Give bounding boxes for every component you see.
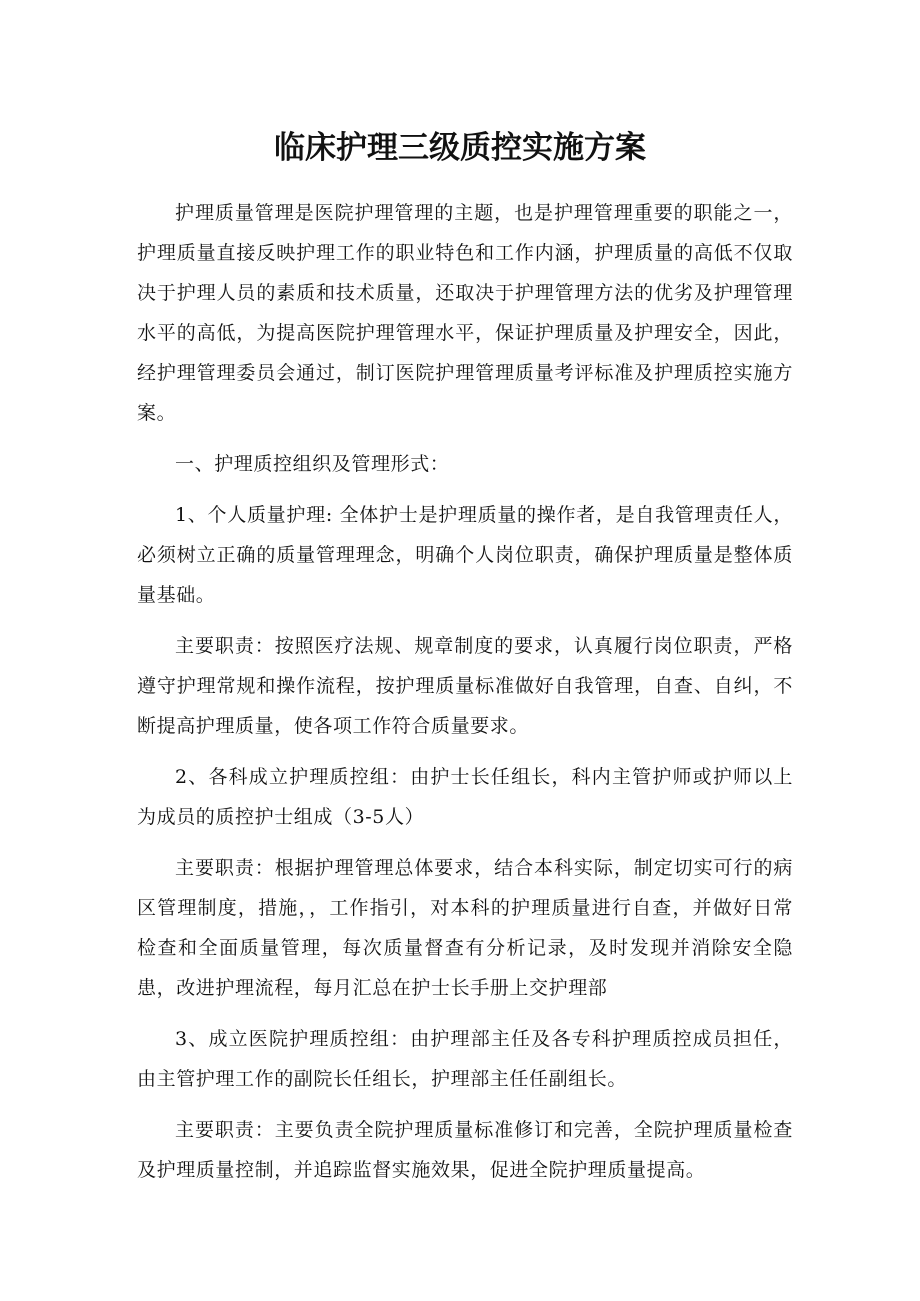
paragraph-individual-quality: 1、个人质量护理: 全体护士是护理质量的操作者，是自我管理责任人，必须树立正确的质量管理理念，明确个人岗位职责，确保护理质量是整体质量基础。 <box>137 504 793 606</box>
paragraph-hospital-duties: 主要职责：主要负责全院护理质量标准修订和完善，全院护理质量检查及护理质量控制，并追踪监督实施效果，促进全院护理质量提高。 <box>137 1119 793 1181</box>
paragraph-department-group: 2、各科成立护理质控组：由护士长任组长，科内主管护师或护师以上为成员的质控护士组成（3-5人） <box>137 766 793 828</box>
paragraph-individual-duties: 主要职责：按照医疗法规、规章制度的要求，认真履行岗位职责，严格遵守护理常规和操作流程，按护理质量标准做好自我管理，自查、自纠，不断提高护理质量，使各项工作符合质量要求。 <box>137 635 793 737</box>
section-heading-organization: 一、护理质控组织及管理形式： <box>175 453 450 475</box>
paragraph-hospital-group: 3、成立医院护理质控组：由护理部主任及各专科护理质控成员担任，由主管护理工作的副院长任组长，护理部主任任副组长。 <box>137 1028 793 1090</box>
paragraph-intro: 护理质量管理是医院护理管理的主题，也是护理管理重要的职能之一，护理质量直接反映护理工作的职业特色和工作内涵，护理质量的高低不仅取决于护理人员的素质和技术质量，还取决于护理管理方法的优劣及护理管理水平的高低，为提高医院护理管理水平，保证护理质量及护理安全，因此，经护理管理委员会通过，制订医院护理管理质量考评标准及护理质控实施方案。 <box>137 202 793 424</box>
document-title: 临床护理三级质控实施方案 <box>274 130 646 166</box>
document-body <box>137 193 793 1201</box>
paragraph-department-duties: 主要职责：根据护理管理总体要求，结合本科实际，制定切实可行的病区管理制度，措施，，工作指引，对本科的护理质量进行自查，并做好日常检查和全面质量管理，每次质量督查有分析记录，及时发现并消除安全隐患，改进护理流程，每月汇总在护士长手册上交护理部 <box>137 857 793 999</box>
